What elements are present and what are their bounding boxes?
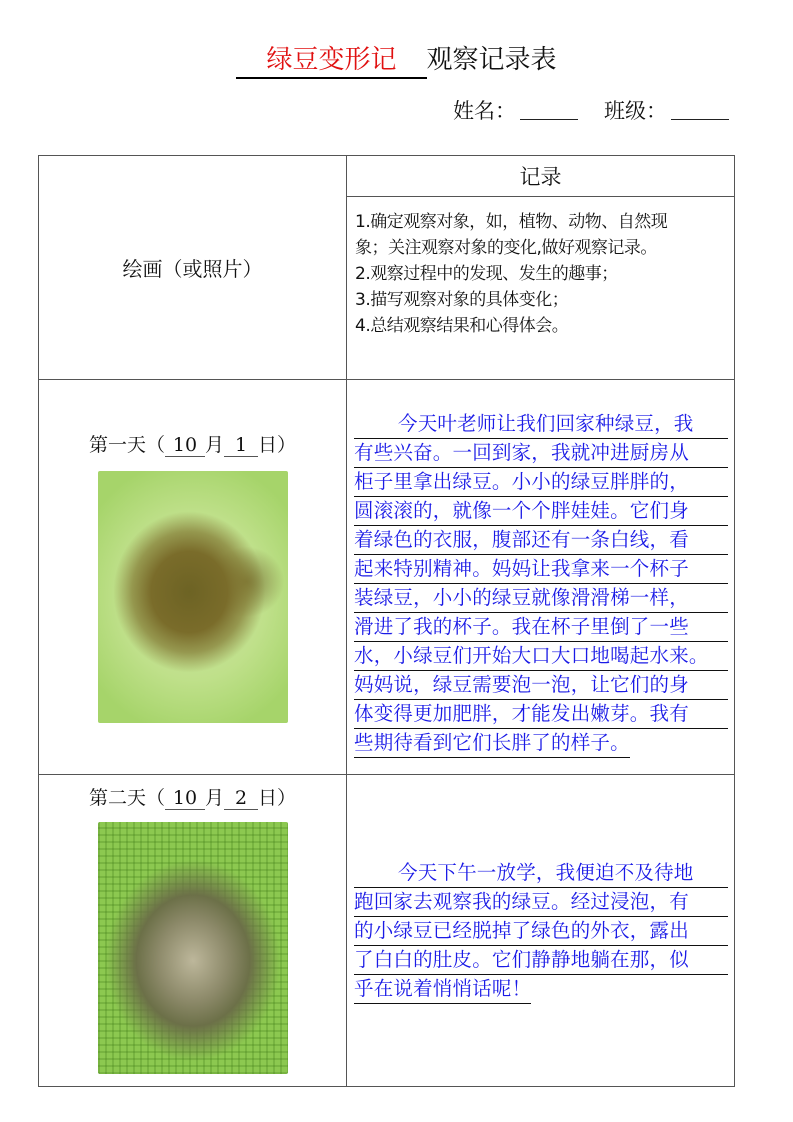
- day2-photo-cell: [39, 775, 347, 1087]
- drawing-header: 绘画（或照片）: [122, 257, 263, 281]
- guideline-item: 4.总结观察结果和心得体会。: [355, 316, 569, 336]
- title-text: 观察记录表: [426, 45, 557, 75]
- drawing-header-cell: [39, 156, 347, 380]
- guideline-item: 2.观察过程中的发现、发生的趣事；: [355, 264, 618, 284]
- record-header: 记录: [519, 165, 562, 189]
- day1-row: [39, 380, 735, 775]
- guideline-item: 1.确定观察对象，如，植物、动物、自然现: [355, 212, 668, 232]
- day2-month: 10: [165, 787, 205, 810]
- guideline-item: 象；关注观察对象的变化,做好观察记录。: [355, 238, 657, 258]
- day1-photo-cell: [39, 380, 347, 775]
- guideline-item: 3.描写观察对象的具体变化；: [355, 290, 569, 310]
- day1-date: 第一天（ 10 月 1 日）: [88, 434, 297, 456]
- name-label: 姓名：: [453, 99, 516, 123]
- mung-beans-soaking-photo: [98, 471, 288, 723]
- day1-record-cell: [347, 380, 735, 775]
- title-fill-blank: 绿豆变形记: [236, 43, 426, 79]
- class-label: 班级：: [604, 99, 667, 123]
- name-field[interactable]: [520, 99, 578, 120]
- page-title: [0, 40, 793, 80]
- guidelines-cell: [347, 197, 735, 380]
- student-info: [453, 96, 729, 126]
- day2-day: 2: [224, 787, 258, 810]
- day2-row: [39, 775, 735, 1087]
- day1-month: 10: [165, 434, 205, 457]
- day2-record-cell: [347, 775, 735, 1087]
- sprouting-beans-photo: [98, 822, 288, 1074]
- record-header-cell: [347, 156, 735, 197]
- day1-day: 1: [224, 434, 258, 457]
- class-field[interactable]: [671, 99, 729, 120]
- day2-date: 第二天（ 10 月 2 日）: [88, 787, 297, 809]
- observation-table: [38, 155, 735, 1087]
- day1-story: 今天叶老师让我们回家种绿豆，我 有些兴奋。一回到家，我就冲进厨房从 柜子里拿出绿豆。小小的绿豆胖胖的， 圆滚滚的，就像一个个胖娃娃。它们身 着绿色的衣服，腹部还有一条白线，看 起来特别精神。妈妈让我拿来一个杯子 装绿豆，小小的绿豆就像滑滑梯一样， 滑进了我的杯子。我在杯子里倒了一些 水，小绿豆们开始大口大口地喝起水来。 妈妈说，绿豆需要泡一泡，让它们的身 体变得更加肥胖，才能发出嫩芽。我有 些期待看到它们长胖了的样子。: [347, 410, 734, 758]
- day2-story: 今天下午一放学，我便迫不及待地 跑回家去观察我的绿豆。经过浸泡，有 的小绿豆已经脱掉了绿色的外衣，露出 了白白的肚皮。它们静静地躺在那，似 乎在说着悄悄话呢！: [347, 859, 734, 1004]
